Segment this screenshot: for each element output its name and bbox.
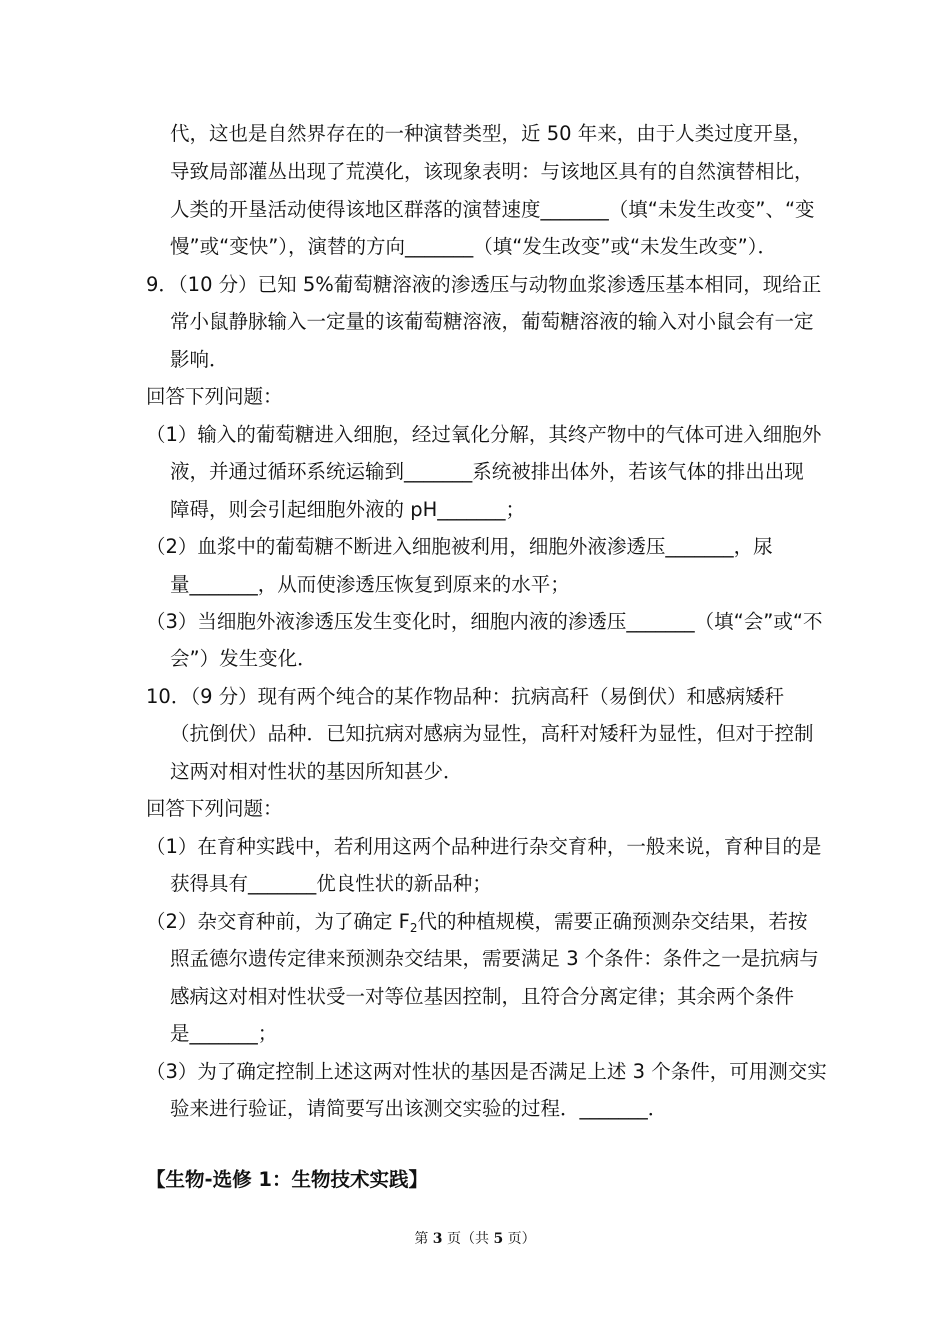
question-10-line: 这两对相对性状的基因所知甚少． xyxy=(170,760,463,783)
question-9-line: 常小鼠静脉输入一定量的该葡萄糖溶液，葡萄糖溶液的输入对小鼠会有一定 xyxy=(170,310,814,333)
q10-part-2-text: 代的种植规模，需要正确预测杂交结果，若按 xyxy=(417,910,808,933)
q9-part-2: 量_______，从而使渗透压恢复到原来的水平； xyxy=(170,573,570,596)
page-total: 5 xyxy=(493,1231,504,1247)
question-10-line: （抗倒伏）品种．已知抗病对感病为显性，高秆对矮秆为显性，但对于控制 xyxy=(170,722,814,745)
q10-part-3: 验来进行验证，请简要写出该测交实验的过程．_______． xyxy=(170,1097,668,1120)
section-heading: 【生物-选修 1：生物技术实践】 xyxy=(146,1168,428,1191)
q10-part-3: （3）为了确定控制上述这两对性状的基因是否满足上述 3 个条件，可用测交实 xyxy=(146,1060,827,1083)
footer-text: 页（共 xyxy=(447,1231,489,1247)
text-line: 人类的开垦活动使得该地区群落的演替速度_______（填“未发生改变”、“变 xyxy=(170,198,815,221)
question-9-line: 9．（10 分）已知 5%葡萄糖溶液的渗透压与动物血浆渗透压基本相同，现给正 xyxy=(146,273,822,296)
q9-part-3: 会”）发生变化． xyxy=(170,647,317,670)
question-9-line: 影响． xyxy=(170,348,229,371)
q10-part-1: （1）在育种实践中，若利用这两个品种进行杂交育种，一般来说，育种目的是 xyxy=(146,835,822,858)
q10-part-2 xyxy=(146,908,807,942)
text-line: 慢”或“变快”），演替的方向_______（填“发生改变”或“未发生改变”）． xyxy=(170,235,777,258)
q9-part-3: （3）当细胞外液渗透压发生变化时，细胞内液的渗透压_______（填“会”或“不 xyxy=(146,610,823,633)
q9-part-1: 液，并通过循环系统运输到_______系统被排出体外，若该气体的排出出现 xyxy=(170,460,804,483)
q10-part-2: 照孟德尔遗传定律来预测杂交结果，需要满足 3 个条件：条件之一是抗病与 xyxy=(170,947,819,970)
q10-part-1: 获得具有_______优良性状的新品种； xyxy=(170,872,492,895)
footer-text: 第 xyxy=(414,1231,429,1247)
q10-part-2: 是_______； xyxy=(170,1022,278,1045)
q10-part-2: 感病这对相对性状受一对等位基因控制，且符合分离定律；其余两个条件 xyxy=(170,985,795,1008)
q10-part-2-text: （2）杂交育种前，为了确定 F xyxy=(146,910,410,933)
q9-part-2: （2）血浆中的葡萄糖不断进入细胞被利用，细胞外液渗透压_______，尿 xyxy=(146,535,773,558)
text-line: 代，这也是自然界存在的一种演替类型，近 50 年来，由于人类过度开垦， xyxy=(170,122,812,145)
question-10-line: 10．（9 分）现有两个纯合的某作物品种：抗病高秆（易倒伏）和感病矮秆 xyxy=(146,685,785,708)
page-footer xyxy=(0,1228,950,1248)
q9-part-1: （1）输入的葡萄糖进入细胞，经过氧化分解，其终产物中的气体可进入细胞外 xyxy=(146,423,822,446)
q9-part-1: 障碍，则会引起细胞外液的 pH_______； xyxy=(170,498,525,521)
footer-text: 页） xyxy=(507,1231,536,1247)
answer-prompt: 回答下列问题： xyxy=(146,797,283,820)
text-line: 导致局部灌丛出现了荒漠化，该现象表明：与该地区具有的自然演替相比， xyxy=(170,160,814,183)
answer-prompt: 回答下列问题： xyxy=(146,385,283,408)
page-number: 3 xyxy=(432,1231,443,1247)
subscript: 2 xyxy=(409,921,418,935)
